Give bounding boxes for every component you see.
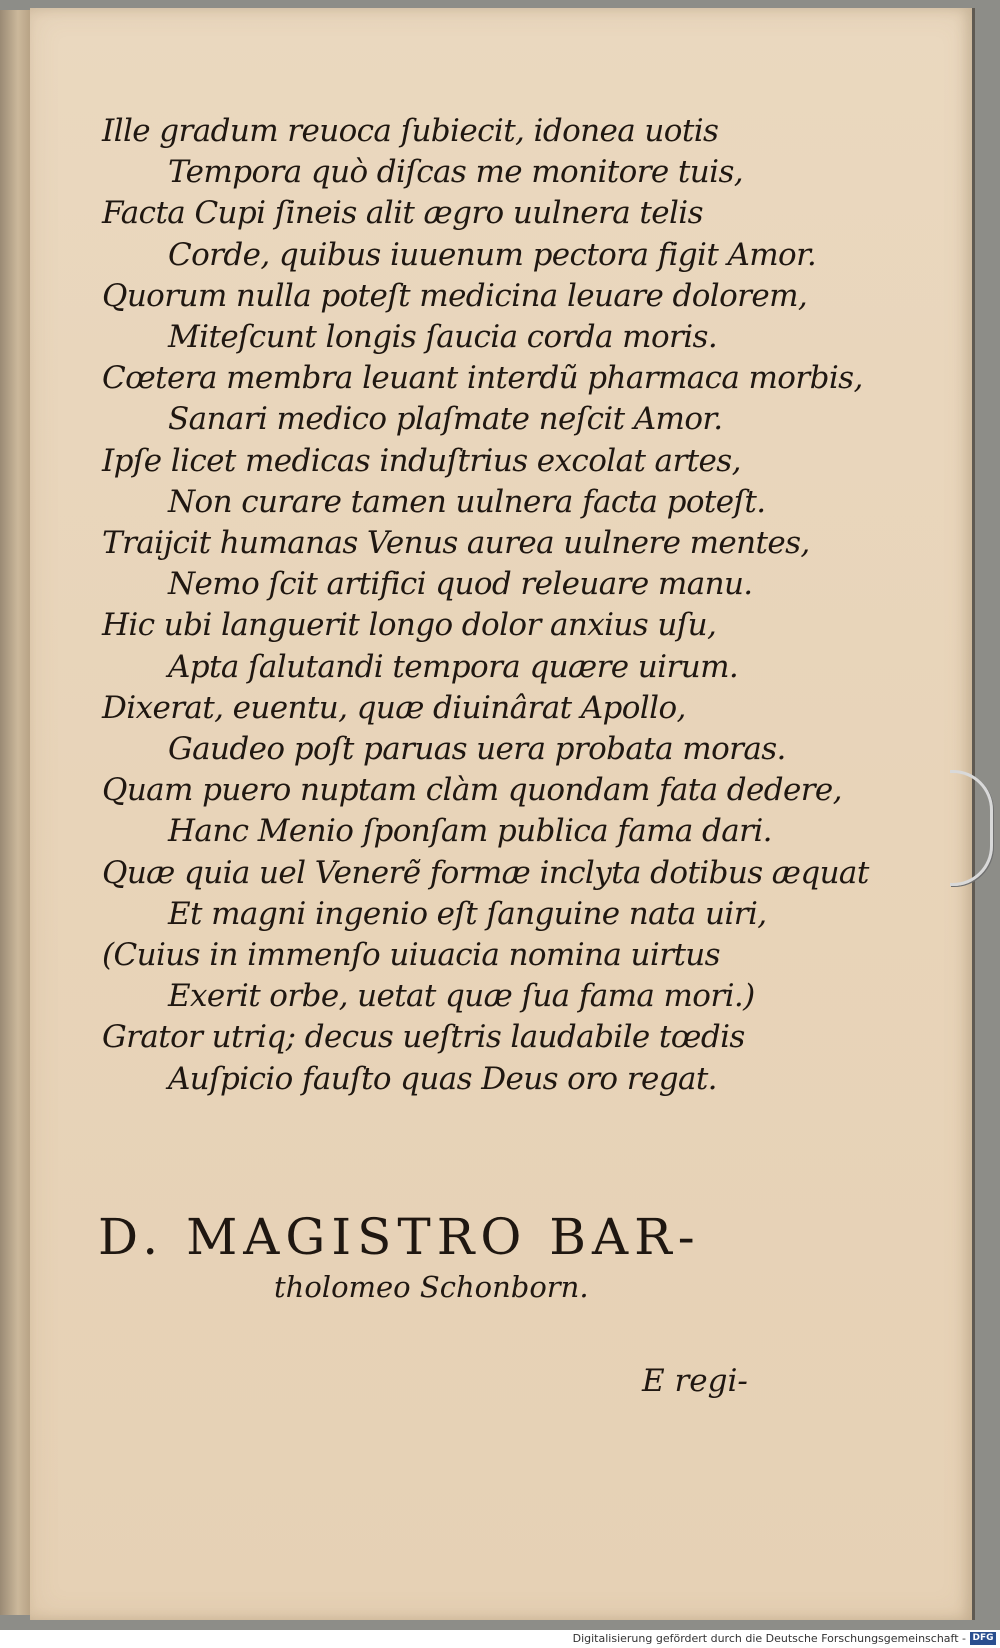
poem-line: Et magni ingenio eſt ſanguine nata uiri, — [168, 895, 767, 932]
catchword: E regi- — [642, 1363, 748, 1399]
poem-line: Ipſe licet medicas induſtrius excolat artes, — [102, 442, 741, 479]
poem-line: Traijcit humanas Venus aurea uulnere mentes, — [102, 525, 810, 561]
poem-line: Auſpicio fauſto quas Deus oro regat. — [168, 1060, 717, 1097]
poem-line: Corde, quibus iuuenum pectora figit Amor. — [168, 236, 817, 273]
poem-line: Non curare tamen uulnera facta poteſt. — [168, 483, 766, 520]
facing-page-edge — [0, 10, 32, 1615]
poem-line: (Cuius in immenſo uiuacia nomina uirtus — [102, 937, 720, 973]
poem-line: Quorum nulla poteſt medicina leuare dolorem, — [102, 277, 808, 314]
poem-line: Hanc Menio ſponſam publica fama dari. — [168, 813, 772, 850]
book-page — [30, 8, 975, 1620]
poem-line: Dixerat, euentu, quæ diuinârat Apollo, — [102, 689, 686, 726]
poem-line: Quam puero nuptam clàm quondam fata dedere, — [102, 772, 842, 809]
poem-line: Sanari medico plaſmate neſcit Amor. — [168, 401, 723, 438]
poem-line: Exerit orbe, uetat quæ ſua fama mori.) — [168, 978, 755, 1015]
poem-line: Nemo ſcit artifici quod releuare manu. — [168, 566, 753, 603]
poem-line: Tempora quò diſcas me monitore tuis, — [168, 154, 744, 191]
poem-line: Quæ quia uel Venerẽ formæ inclyta dotibus æquat — [102, 854, 869, 891]
poem-line: Apta ſalutandi tempora quære uirum. — [168, 648, 739, 685]
poem-line: Grator utriq; decus ueſtris laudabile tœdis — [102, 1019, 745, 1056]
poem-line: Ille gradum reuoca ſubiecit, idonea uotis — [102, 113, 719, 149]
poem-line: Cœtera membra leuant interdũ pharmaca morbis, — [102, 360, 863, 397]
section-subheading: tholomeo Schonborn. — [274, 1270, 589, 1304]
poem-line: Hic ubi languerit longo dolor anxius uſu, — [102, 607, 717, 644]
poem-line: Facta Cupi ſineis alit ægro uulnera telis — [102, 195, 703, 232]
footer-credit: Digitalisierung gefördert durch die Deutsche Forschungsgemeinschaft - — [572, 1632, 966, 1645]
poem-line: Gaudeo poſt paruas uera probata moras. — [168, 731, 786, 767]
dfg-logo-icon: DFG — [970, 1632, 996, 1645]
section-heading: D. MAGISTRO BAR- — [98, 1208, 701, 1266]
poem-line: Miteſcunt longis ſaucia corda moris. — [168, 319, 718, 355]
